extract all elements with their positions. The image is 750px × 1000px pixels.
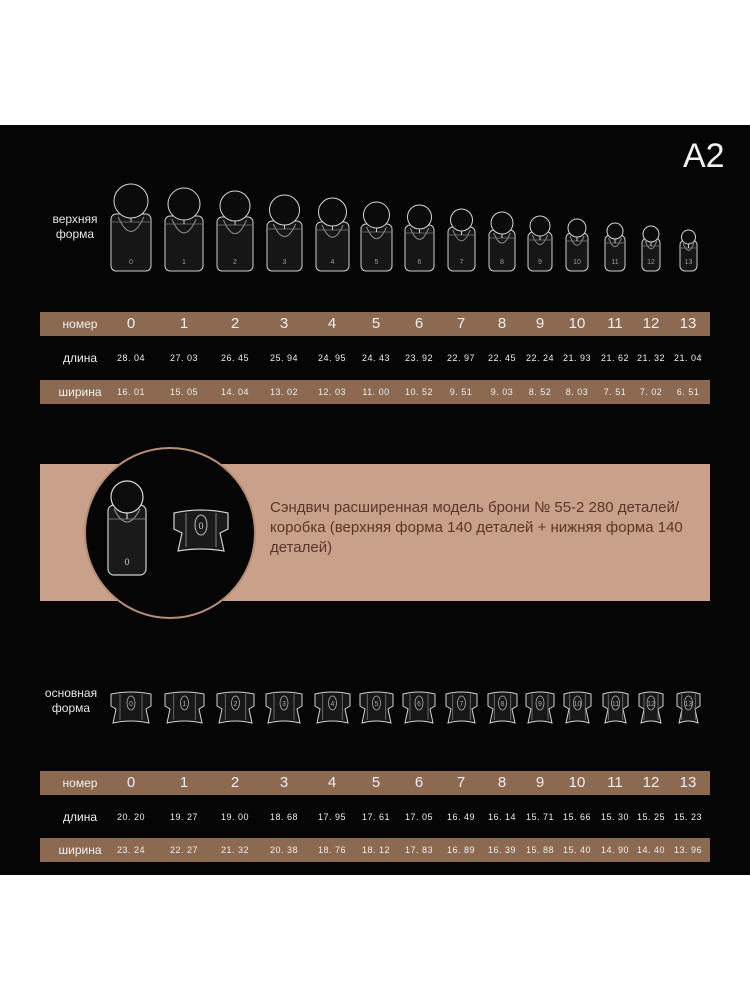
- top-form-label: [40, 212, 110, 242]
- svg-text:11: 11: [611, 701, 619, 708]
- svg-text:5: 5: [374, 701, 378, 708]
- base-form-tip-icon: [215, 690, 256, 726]
- length-row: [40, 346, 710, 370]
- table-cell: 2: [230, 315, 240, 332]
- table-cell: 15. 88: [525, 845, 555, 855]
- width-row: [40, 838, 710, 862]
- table-cell: 13: [679, 774, 697, 791]
- top-form-tip-icon: [401, 205, 438, 272]
- top-form-tip-icon: [676, 230, 701, 272]
- top-form-tip-icon: [485, 212, 519, 272]
- base-form-tip-icon: [601, 690, 630, 726]
- table-cell: 15. 23: [673, 812, 703, 822]
- table-cell: 15. 66: [562, 812, 592, 822]
- row-label: длина: [62, 810, 97, 824]
- table-cell: 25. 94: [269, 353, 299, 363]
- table-cell: 7. 02: [639, 387, 663, 397]
- table-cell: 20. 38: [269, 845, 299, 855]
- table-cell: 4: [327, 315, 337, 332]
- table-cell: 26. 45: [220, 353, 250, 363]
- top-form-tip-icon: [524, 216, 556, 272]
- svg-text:12: 12: [647, 259, 655, 266]
- base-form-label-line1: основная: [44, 686, 98, 700]
- table-cell: 14. 04: [220, 387, 250, 397]
- svg-text:0: 0: [129, 259, 133, 266]
- table-cell: 0: [126, 315, 136, 332]
- table-cell: 21. 04: [673, 353, 703, 363]
- svg-text:7: 7: [459, 259, 463, 266]
- table-cell: 9: [535, 315, 545, 332]
- base-form-tip-icon: [637, 690, 665, 726]
- table-cell: 3: [279, 315, 289, 332]
- table-cell: 16. 14: [487, 812, 517, 822]
- table-cell: 2: [230, 774, 240, 791]
- top-form-tip-icon: [357, 202, 396, 272]
- base-form-tip-icon: [313, 690, 352, 726]
- top-form-tip-icon: [638, 226, 664, 272]
- table-cell: 15. 40: [562, 845, 592, 855]
- svg-text:1: 1: [182, 259, 186, 266]
- base-form-tip-icon: [524, 690, 556, 726]
- base-form-tip-icon: [401, 690, 437, 726]
- svg-text:1: 1: [182, 701, 186, 708]
- table-cell: 11. 00: [362, 387, 390, 397]
- table-cell: 13: [679, 315, 697, 332]
- svg-text:13: 13: [684, 701, 692, 708]
- table-cell: 1: [179, 774, 189, 791]
- table-cell: 6: [414, 315, 424, 332]
- table-cell: 15. 71: [525, 812, 555, 822]
- table-cell: 14. 90: [600, 845, 630, 855]
- table-cell: 15. 25: [636, 812, 666, 822]
- top-form-tip-icon: [444, 209, 479, 272]
- table-cell: 17. 05: [404, 812, 434, 822]
- table-cell: 27. 03: [169, 353, 199, 363]
- table-cell: 11: [607, 774, 623, 791]
- svg-text:2: 2: [233, 259, 237, 266]
- sample-top-form-icon: [104, 479, 150, 584]
- sample-bottom-number: 0: [198, 521, 204, 531]
- table-cell: 12: [642, 315, 660, 332]
- table-cell: 5: [371, 774, 381, 791]
- table-cell: 17. 95: [317, 812, 347, 822]
- number-row: [40, 771, 710, 795]
- table-cell: 12: [642, 774, 660, 791]
- table-cell: 9. 51: [449, 387, 473, 397]
- base-form-tip-icon: [264, 690, 304, 726]
- svg-text:9: 9: [538, 259, 542, 266]
- table-cell: 16. 89: [446, 845, 476, 855]
- svg-text:6: 6: [417, 701, 421, 708]
- svg-text:11: 11: [611, 259, 619, 266]
- top-form-tip-icon: [107, 184, 155, 272]
- top-form-tip-icon: [312, 198, 353, 272]
- table-cell: 22. 27: [169, 845, 199, 855]
- table-cell: 7: [456, 315, 466, 332]
- table-cell: 23. 92: [404, 353, 434, 363]
- table-cell: 13. 96: [673, 845, 703, 855]
- table-cell: 7. 51: [603, 387, 627, 397]
- svg-text:9: 9: [538, 701, 542, 708]
- top-form-label-line1: верхняя: [52, 212, 98, 226]
- base-form-label: [36, 686, 106, 716]
- table-cell: 8: [497, 315, 507, 332]
- table-cell: 10. 52: [404, 387, 434, 397]
- table-cell: 24. 43: [361, 353, 391, 363]
- row-label: ширина: [58, 385, 102, 399]
- svg-text:12: 12: [647, 701, 655, 708]
- table-cell: 19. 27: [169, 812, 199, 822]
- top-form-tip-icon: [562, 219, 592, 272]
- base-form-tip-icon: [444, 690, 479, 726]
- svg-text:10: 10: [573, 259, 581, 266]
- base-form-tip-icon: [109, 690, 153, 726]
- table-cell: 11: [607, 315, 623, 332]
- table-cell: 19. 00: [220, 812, 250, 822]
- table-cell: 18. 68: [269, 812, 299, 822]
- table-cell: 6: [414, 774, 424, 791]
- table-cell: 15. 30: [600, 812, 630, 822]
- svg-text:6: 6: [417, 259, 421, 266]
- number-row: [40, 312, 710, 336]
- svg-text:8: 8: [500, 701, 504, 708]
- row-label: длина: [62, 351, 97, 365]
- table-cell: 3: [279, 774, 289, 791]
- table-cell: 1: [179, 315, 189, 332]
- table-cell: 21. 32: [220, 845, 250, 855]
- table-cell: 7: [456, 774, 466, 791]
- table-cell: 10: [568, 315, 586, 332]
- base-form-tip-icon: [163, 690, 206, 726]
- svg-text:8: 8: [500, 259, 504, 266]
- table-cell: 16. 49: [446, 812, 476, 822]
- table-cell: 21. 32: [636, 353, 666, 363]
- table-cell: 18. 76: [317, 845, 347, 855]
- table-cell: 14. 40: [636, 845, 666, 855]
- model-badge: A2: [683, 137, 725, 175]
- base-form-tip-icon: [486, 690, 519, 726]
- table-cell: 16. 39: [487, 845, 517, 855]
- svg-text:7: 7: [459, 701, 463, 708]
- svg-text:0: 0: [129, 701, 133, 708]
- base-form-tip-icon: [562, 690, 593, 726]
- table-cell: 23. 24: [116, 845, 146, 855]
- table-cell: 6. 51: [676, 387, 700, 397]
- table-cell: 5: [371, 315, 381, 332]
- table-cell: 8: [497, 774, 507, 791]
- base-form-label-line2: форма: [51, 701, 91, 715]
- table-cell: 22. 24: [525, 353, 555, 363]
- table-cell: 16. 01: [116, 387, 146, 397]
- base-form-tip-icon: [675, 690, 702, 726]
- table-cell: 8. 52: [528, 387, 552, 397]
- table-cell: 8. 03: [565, 387, 589, 397]
- table-cell: 18. 12: [361, 845, 391, 855]
- table-cell: 0: [126, 774, 136, 791]
- svg-text:5: 5: [374, 259, 378, 266]
- base-form-tip-icon: [358, 690, 395, 726]
- sample-circle: [84, 447, 256, 619]
- table-cell: 12. 03: [317, 387, 347, 397]
- svg-text:3: 3: [282, 701, 286, 708]
- table-cell: 22. 97: [446, 353, 476, 363]
- row-label: номер: [62, 776, 98, 790]
- width-row: [40, 380, 710, 404]
- table-cell: 13. 02: [269, 387, 299, 397]
- top-form-label-line2: форма: [55, 227, 95, 241]
- table-cell: 15. 05: [169, 387, 199, 397]
- top-form-tip-icon: [263, 195, 306, 272]
- svg-text:3: 3: [282, 259, 286, 266]
- svg-text:2: 2: [233, 701, 237, 708]
- table-cell: 9. 03: [490, 387, 514, 397]
- sample-base-form-icon: [170, 507, 232, 564]
- table-cell: 20. 20: [116, 812, 146, 822]
- top-form-tip-icon: [601, 223, 629, 272]
- svg-text:4: 4: [330, 259, 334, 266]
- svg-text:4: 4: [330, 701, 334, 708]
- table-cell: 4: [327, 774, 337, 791]
- banner-description: Сэндвич расширенная модель брони № 55-2 280 деталей/коробка (верхняя форма 140 деталей + нижняя форма 140 деталей): [270, 499, 683, 556]
- length-row: [40, 805, 710, 829]
- row-label: ширина: [58, 843, 102, 857]
- table-cell: 28. 04: [116, 353, 146, 363]
- table-cell: 24. 95: [317, 353, 347, 363]
- table-cell: 9: [535, 774, 545, 791]
- top-form-tip-icon: [161, 188, 207, 272]
- table-cell: 21. 62: [600, 353, 630, 363]
- row-label: номер: [62, 317, 98, 331]
- table-cell: 17. 83: [404, 845, 434, 855]
- top-form-tip-icon: [213, 191, 257, 272]
- table-cell: 17. 61: [361, 812, 391, 822]
- table-cell: 10: [568, 774, 586, 791]
- svg-text:13: 13: [684, 259, 692, 266]
- sample-top-number: 0: [124, 557, 130, 567]
- svg-text:10: 10: [573, 701, 581, 708]
- table-cell: 22. 45: [487, 353, 517, 363]
- table-cell: 21. 93: [562, 353, 592, 363]
